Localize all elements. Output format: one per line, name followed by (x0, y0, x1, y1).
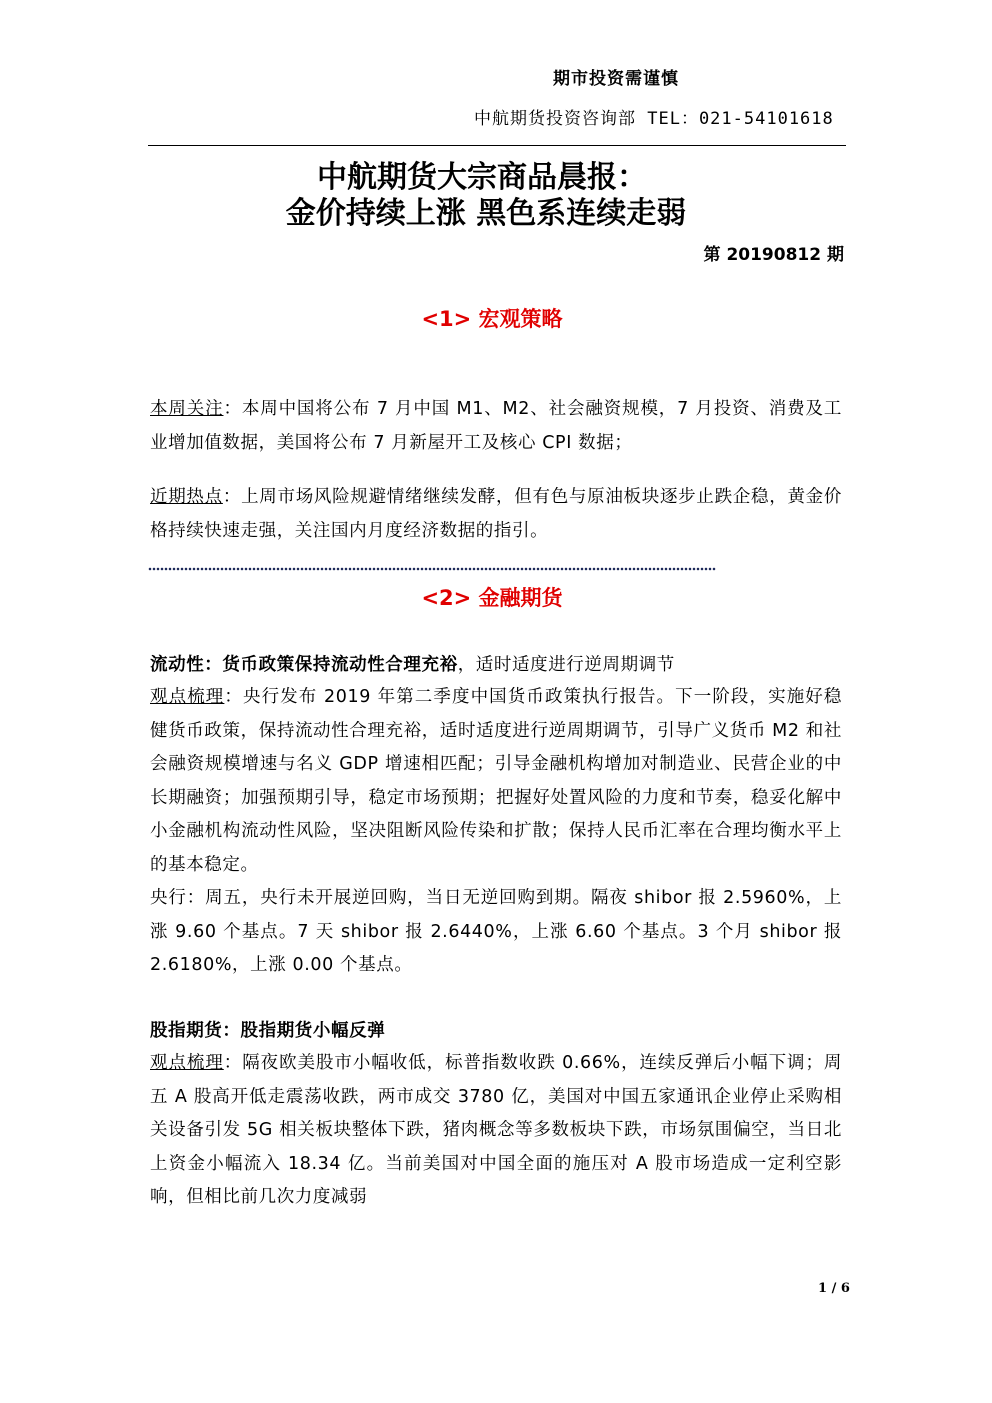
risk-warning: 期市投资需谨慎 (553, 69, 679, 89)
liquidity-heading (150, 649, 842, 683)
recent-hot-paragraph (150, 481, 842, 548)
recent-hot-text: ：上周市场风险规避情绪继续发酵，但有色与原油板块逐步止跌企稳，黄金价格持续快速走强，关注国内月度经济数据的指引。 (150, 487, 842, 541)
report-title-line1: 中航期货大宗商品晨报： (317, 160, 647, 195)
stock-index-view-label: 观点梳理 (150, 1053, 224, 1073)
recent-hot-label: 近期热点 (150, 487, 223, 507)
section-heading-financial-futures: <2> 金融期货 (421, 586, 563, 610)
liquidity-body (150, 681, 842, 983)
dotted-separator (148, 566, 716, 572)
report-title-line2: 金价持续上涨 黑色系连续走弱 (285, 196, 687, 231)
contact-line: 中航期货投资咨询部 TEL：021-54101618 (474, 109, 834, 129)
weekly-focus-paragraph (150, 393, 842, 460)
liquidity-heading-bold: 流动性：货币政策保持流动性合理充裕 (150, 655, 458, 675)
weekly-focus-label: 本周关注 (150, 399, 224, 419)
stock-index-view-text: ：隔夜欧美股市小幅收低，标普指数收跌 0.66%，连续反弹后小幅下调；周五 A 股高开低走震荡收跌，两市成交 3780 亿，美国对中国五家通讯企业停止采购相关设备引发 5G 相关板块整体下跌，猪肉概念等多数板块下跌，市场氛围偏空，当日北上资金小幅流入 18.34 亿。当前美国对中国全面的施压对 A 股市场造成一定利空影响，但相比前几次力度减弱 (150, 1053, 842, 1207)
liquidity-view-label: 观点梳理 (150, 687, 225, 707)
stock-index-body (150, 1047, 842, 1215)
page-number: 1 / 6 (818, 1281, 850, 1296)
pboc-operations-text: 央行：周五，央行未开展逆回购，当日无逆回购到期。隔夜 shibor 报 2.5960%，上涨 9.60 个基点。7 天 shibor 报 2.6440%，上涨 6.60 个基点。3 个月 shibor 报 2.6180%，上涨 0.00 个基点。 (150, 888, 842, 975)
issue-number: 第 20190812 期 (703, 245, 844, 265)
weekly-focus-text: ：本周中国将公布 7 月中国 M1、M2、社会融资规模，7 月投资、消费及工业增加值数据，美国将公布 7 月新屋开工及核心 CPI 数据； (150, 399, 842, 453)
section-heading-macro: <1> 宏观策略 (421, 307, 563, 331)
liquidity-view-text: ：央行发布 2019 年第二季度中国货币政策执行报告。下一阶段，实施好稳健货币政策，保持流动性合理充裕，适时适度进行逆周期调节，引导广义货币 M2 和社会融资规模增速与名义 GDP 增速相匹配；引导金融机构增加对制造业、民营企业的中长期融资；加强预期引导，稳定市场预期；把握好处置风险的力度和节奏，稳妥化解中小金融机构流动性风险，坚决阻断风险传染和扩散；保持人民币汇率在合理均衡水平上的基本稳定。 (150, 687, 842, 875)
header-divider (148, 145, 846, 146)
liquidity-heading-rest: ，适时适度进行逆周期调节 (457, 655, 675, 675)
stock-index-heading: 股指期货：股指期货小幅反弹 (150, 1021, 386, 1041)
